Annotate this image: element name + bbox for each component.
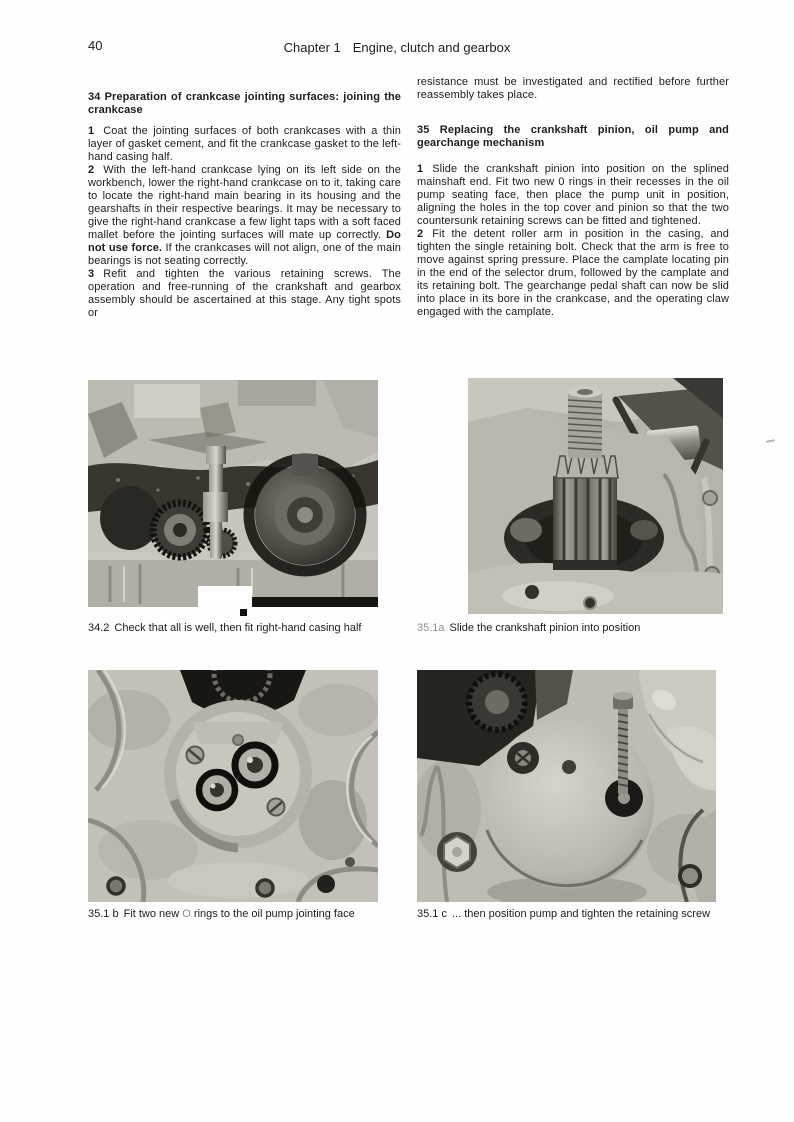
figure-caption-35-1a (417, 622, 640, 635)
paragraph-number: 2 (417, 228, 424, 240)
chapter-label: Chapter 1 (283, 40, 341, 55)
photo-34-2-image (88, 380, 378, 607)
o-ring-lower (199, 772, 235, 808)
paragraph-number: 2 (88, 164, 95, 176)
photo-35-1a-image (468, 378, 723, 614)
figure-label: 35.1 c (417, 908, 447, 920)
clutch-drum (249, 454, 361, 571)
paragraph-34-2 (88, 164, 401, 268)
photo-35-1a-crankshaft-pinion (468, 378, 723, 614)
photo-35-1b-oil-pump-orings (88, 670, 378, 902)
chapter-header (0, 40, 794, 55)
paragraph-number: 1 (417, 163, 424, 175)
o-ring-upper (235, 745, 275, 785)
page-number: 40 (88, 38, 103, 53)
figure-label: 35.1a (417, 622, 445, 634)
paragraph-continuation: resistance must be investigated and rectified before further reassembly takes place. (417, 76, 729, 101)
figure-caption-text: ... then position pump and tighten the retaining screw (451, 908, 711, 920)
paragraph-number: 3 (88, 268, 95, 280)
left-column (88, 91, 401, 320)
paragraph-text: Fit the detent roller arm in position in the casing, and tighten the single retaining bolt. Check that the arm is free to move against spring pressure. Place the camplate locating pin in the end of the selector drum, followed by the camplate and its retaining bolt. The gearchange pedal shaft can now be slid into place in its bore in the crankcase, and the operating claw engaged with the camplate. (417, 228, 729, 318)
paragraph-bold-text: Do not use force. (88, 229, 401, 254)
photo-35-1b-image (88, 670, 378, 902)
photo-35-1c-image (417, 670, 716, 902)
chapter-title: Engine, clutch and gearbox (352, 40, 511, 55)
paragraph-35-2 (417, 228, 729, 319)
paragraph-number: 1 (88, 125, 95, 137)
photo-35-1c-pump-screw (417, 670, 716, 902)
section-35-heading: 35 Replacing the crankshaft pinion, oil pump and gearchange mechanism (417, 124, 729, 149)
splined-mainshaft (553, 476, 617, 570)
threaded-shaft-end (568, 387, 602, 459)
stray-print-mark (766, 439, 775, 443)
figure-caption-text: Fit two new (123, 908, 183, 920)
figure-caption-text: Check that all is well, then fit right-hand casing half (114, 622, 362, 634)
paragraph-text: Refit and tighten the various retaining screws. The operation and free-running of the crankshaft and gearbox assembly should be ascertained at this stage. Any tight spots or (88, 268, 401, 319)
paragraph-35-1 (417, 163, 729, 228)
pump-cover-dome (484, 719, 654, 889)
paragraph-34-3 (88, 268, 401, 320)
print-marker-square (240, 609, 247, 616)
hex-bolt (437, 832, 477, 872)
paragraph-34-1 (88, 125, 401, 164)
paragraph-text: Slide the crankshaft pinion into position on the splined mainshaft end. Fit two new 0 rings in their recesses in the oil pump seating face, then place the pump unit in position, aligning the holes in the top cover and pinion so that the two countersunk retaining screws can be fitted and tightened. (417, 163, 729, 227)
figure-caption-35-1c (417, 908, 710, 921)
figure-label: 34.2 (88, 622, 110, 634)
paragraph-text: Coat the jointing surfaces of both crankcases with a thin layer of gasket cement, and fit the crankcase gasket to the left-hand casing half. (88, 125, 401, 163)
right-column (417, 76, 729, 319)
figure-label: 35.1 b (88, 908, 119, 920)
section-34-heading: 34 Preparation of crankcase jointing surfaces: joining the crankcase (88, 91, 401, 116)
photo-34-2-crankcase-joining (88, 380, 378, 607)
paragraph-text: If the crankcases will not align, one of the main bearings is not seating correctly. (88, 242, 402, 267)
figure-caption-34-2 (88, 622, 361, 635)
figure-caption-text: rings to the oil pump jointing face (190, 908, 355, 920)
figure-caption-35-1b (88, 908, 355, 921)
figure-caption-text: Slide the crankshaft pinion into position (449, 622, 641, 634)
paragraph-text: With the left-hand crankcase lying on its left side on the workbench, lower the right-hand crankcase on to it, taking care to locate the right-hand main bearing in its housing and the gearshafts in their respective bearings. It may be necessary to give the right-hand crankcase a few light taps with a soft faced mallet before the jointing surfaces will mate up correctly. (88, 164, 401, 241)
figure-caption-o-ring-glyph: O (182, 908, 191, 920)
